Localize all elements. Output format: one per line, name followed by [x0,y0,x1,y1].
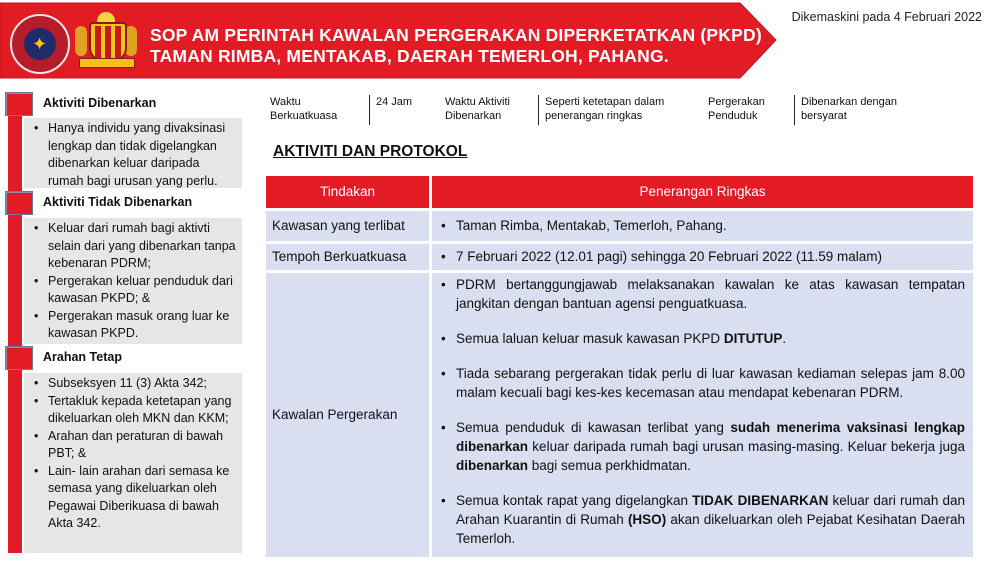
allowed-activities-list [24,118,242,188]
area-text: Taman Rimba, Mentakab, Temerloh, Pahang. [456,218,727,233]
list-item: • Tertakluk kepada ketetapan yang dikeluarkan oleh MKN dan KKM; [48,393,238,428]
activity-hours-label: Waktu Aktiviti Dibenarkan [445,96,510,122]
control-point [441,275,965,313]
standing-orders-list [24,373,242,553]
list-item: • Lain- lain arahan dari semasa ke semasa yang dikeluarkan oleh Pegawai Diberikuasa di bawah Akta 342. [48,463,238,533]
bullet-icon: • [441,277,446,292]
bullet-icon: • [441,420,446,435]
control-text: . [782,331,787,346]
control-text: akan dikeluarkan oleh Pejabat Kesihatan Daerah Temerloh. [456,512,966,546]
control-text-bold: sudah menerima vaksinasi lengkap dibenarkan [456,420,966,454]
bullet-icon: • [441,366,446,381]
updated-date: Dikemaskini pada 4 Februari 2022 [791,10,982,24]
page-title [150,25,762,67]
not-allowed-activities-heading [5,191,241,215]
heading-marker [5,191,33,215]
standing-orders-heading [5,346,241,370]
row-desc-control [432,273,973,557]
hours-value: 24 Jam [369,95,432,125]
not-allowed-activities-list [24,218,242,344]
period-text: 7 Februari 2022 (12.01 pagi) sehingga 20 Februari 2022 (11.59 malam) [456,249,883,264]
bullet-icon: • [441,493,446,508]
standing-orders-title: Arahan Tetap [43,350,122,364]
control-text: keluar dari rumah dan Arahan Kuarantin di Rumah [456,493,966,527]
hours-label: Waktu Berkuatkuasa [270,96,338,122]
section-title: AKTIVITI DAN PROTOKOL [273,143,468,160]
title-line-2: TAMAN RIMBA, MENTAKAB, DAERAH TEMERLOH, PAHANG. [150,46,669,66]
row-label-area: Kawasan yang terlibat [266,211,429,241]
control-text: bagi semua perkhidmatan. [528,458,691,473]
control-point [441,364,965,402]
heading-marker [5,346,33,370]
row-desc-area [432,211,973,241]
list-item: • Pergerakan masuk orang luar ke kawasan PKPD. [48,308,238,343]
control-text-bold: DITUTUP [723,331,783,346]
malaysia-coat-of-arms-icon [71,12,141,72]
allowed-activities-heading [5,92,241,116]
list-item: • Subseksyen 11 (3) Akta 342; [48,375,238,393]
control-point [441,491,966,548]
list-item: • Pergerakan keluar penduduk dari kawasan PKPD; & [48,273,238,308]
header-banner [0,0,778,81]
control-point [441,418,966,475]
list-item: • Arahan dan peraturan di bawah PBT; & [48,428,238,463]
control-text: Semua laluan keluar masuk kawasan PKPD [456,331,724,346]
control-text: Semua penduduk di kawasan terlibat yang [456,420,731,435]
control-text: Semua kontak rapat yang digelangkan [456,493,693,508]
activity-hours-value: Seperti ketetapan dalam penerangan ringkas [538,95,695,125]
heading-marker [5,92,33,116]
bullet-icon: • [441,249,446,264]
control-text-bold: dibenarkan [456,458,529,473]
agency-emblem-icon: ✦ [10,14,70,74]
bullet-icon: • [441,331,446,346]
control-text: keluar daripada rumah bagi urusan masing-masing. Keluar bekerja juga [528,439,965,454]
column-header-description: Penerangan Ringkas [432,176,973,208]
control-text: PDRM bertanggungjawab melaksanakan kawalan ke atas kawasan tempatan jangkitan dengan bantuan agensi penguatkuasa. [456,277,965,311]
list-item: • Hanya individu yang divaksinasi lengkap dan tidak digelangkan dibenarkan keluar daripada rumah bagi urusan yang perlu. [48,120,238,190]
control-point [441,329,965,348]
not-allowed-activities-title: Aktiviti Tidak Dibenarkan [43,195,193,209]
column-header-action: Tindakan [266,176,429,208]
row-label-period: Tempoh Berkuatkuasa [266,244,429,270]
control-text-bold: (HSO) [627,512,667,527]
row-desc-period [432,244,973,270]
control-text-bold: TIDAK DIBENARKAN [692,493,829,508]
list-item: • Keluar dari rumah bagi aktivti selain dari yang dibenarkan tanpa kebenaran PDRM; [48,220,238,273]
allowed-activities-title: Aktiviti Dibenarkan [43,96,157,110]
control-text: Tiada sebarang pergerakan tidak perlu di luar kawasan kediaman selepas jam 8.00 malam kecuali bagi kes-kes kecemasan atau mendapat kebenaran PDRM. [456,366,965,400]
movement-value: Dibenarkan dengan bersyarat [794,95,931,125]
left-red-bar [8,92,22,553]
bullet-icon: • [441,218,446,233]
row-label-control: Kawalan Pergerakan [266,273,429,557]
title-line-1: SOP AM PERINTAH KAWALAN PERGERAKAN DIPERKETATKAN (PKPD) [150,25,762,45]
movement-label: Pergerakan Penduduk [708,96,765,122]
